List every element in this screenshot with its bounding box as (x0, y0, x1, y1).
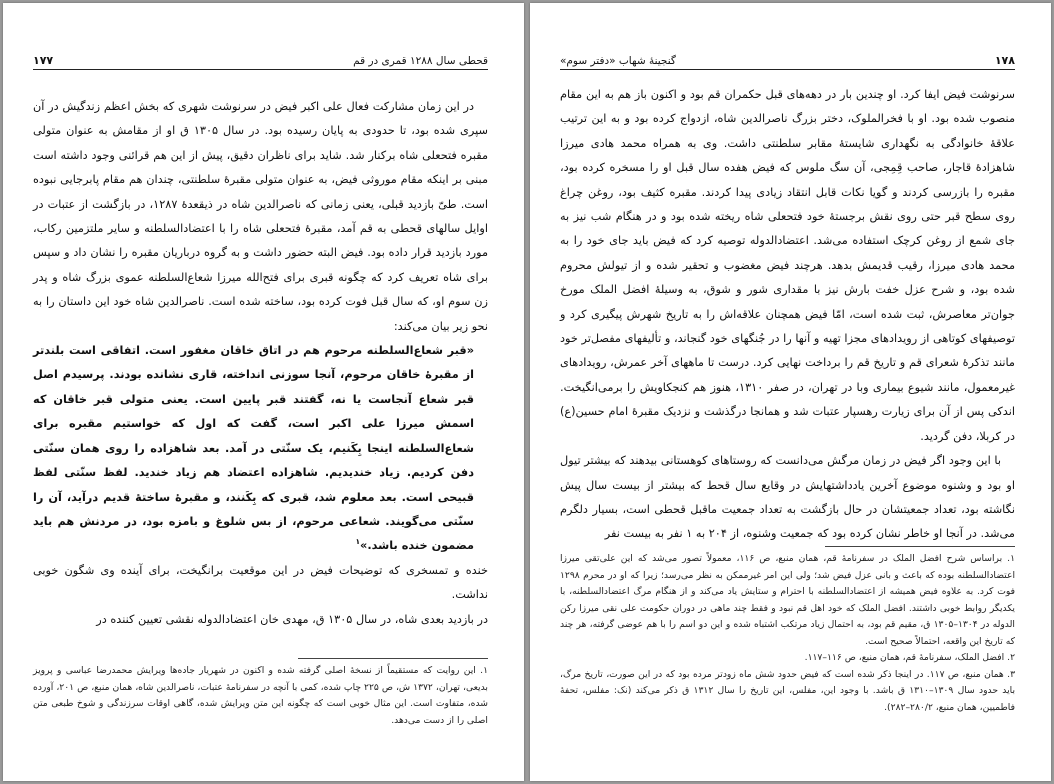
paragraph: در این زمان مشارکت فعال علی اکبر فیض در سرنوشت شهری که بخش اعظم زندگیش در آن سپری شده بود، تا حدودی به پایان رسیده بود. در سال ۱۳۰۵ ق او از مقامش به عنوان متولی مقبره فتحعلی شاه برکنار شد. شاید برای ناظران دقیق، پیش از این هم قرائنی وجود داشته است مبنی بر اینکه مقام موروثی فیض، به عنوان متولی مقبرهٔ سلطنتی، چندان هم مقام پابرجایی نبوده است. طیّ بازدید قبلی، یعنی زمانی که ناصرالدین شاه در ذیقعدهٔ ۱۲۸۷، در بازگشت از عتبات در اوایل سالهای قحطی به قم آمد، مقبرهٔ فتحعلی شاه را با اعتضادالسلطنه و سایر ملتزمین رکاب، مورد بازدید قرار داده بود. فیض البته حضور داشت و به گروه درباریان مقبره را نشان داد و سپس برای شاه تعریف کرد که چگونه قبری برای فتح‌الله میرزا شعاع‌السلطنه عموی بزرگ شاه و پدر زن سوم او، که سال قبل فوت کرده بود، ساخته شده است. ناصرالدین شاه خود این داستان را به نحو زیر بیان می‌کند: (33, 100, 488, 333)
footnote-ref: ۱ (355, 537, 361, 547)
footnote: ۱. براساس شرح افضل الملک در سفرنامهٔ قم، همان منبع، ص ۱۱۶، معمولاً تصور می‌شد که این علی‌تقی میرزا اعتضادالسلطنه بوده که باعث و بانی عزل فیض شد؛ ولی این امر غیرممکن به نظر می‌رسد؛ زیرا که او در محرم ۱۲۹۸ فوت کرد. به علاوه فیض همیشه از اعتضادالسلطنه با احترام و ستایش یاد می‌کند و از هنگام مرگ اعتضادالسلطنه، با یکدیگر روابط خوبی داشتند. افضل الملک که خود اهل قم نبود و فقط چند ماهی در دوران حکومت علی نقی میرزا رکن الدوله در ۱۳۰۴–۱۳۰۵ ق، مقیم قم بود، به احتمال زیاد مرتکب اشتباه شده و این دو اسم را با هم عوضی گرفته، هر چند که تاریخ این واقعه، احتمالاً صحیح است. (560, 553, 1015, 647)
paragraph: در بازدید بعدی شاه، در سال ۱۳۰۵ ق، مهدی خان اعتضادالدوله نقشی تعیین کننده در (96, 612, 488, 626)
running-head-left (33, 49, 488, 67)
footnotes-left (33, 663, 488, 729)
footnote-rule-right (825, 546, 1015, 547)
footnote: ۳. همان منبع، ص ۱۱۷. در اینجا ذکر شده است که فیض حدود شش ماه زودتر مرده بود که در این صورت، تاریخ مرگ، باید حدود سال ۱۳۰۹–۱۳۱۰ ق باشد. با وجود این، مفلس، این تاریخ را سال ۱۳۱۲ ق ذکر می‌کند (نک: مفلس، تحفهٔ فاطمیین، همان منبع، ۲۸۰/۲–۲۸۲). (560, 668, 1016, 713)
footnote-rule-left (298, 658, 488, 659)
quote-text: «قبر شعاع‌السلطنه مرحوم هم در اتاق خاقان مغفور است. اتفاقی است بلندتر از مقبرهٔ خاقان مرحوم، آنجا سوزنی انداخته، قاری نشانده بودند. پرسیدم اصل قبر شعاع آنجاست یا نه، گفتند قبر پایین است. یعنی متولی قبر خاقان که اسمش میرزا علی اکبر است، گفت که اول که خواستیم مقبره برای شعاع‌السلطنه اینجا بِکَنیم، یک سنّتی در آمد. بعد شاهزاده را روی همان سنّتی دفن کردیم. زیاد خندیدیم. شاهزاده اعتضاد هم زیاد خندید. لفظ سنّتی لفظ قبیحی است. بعد معلوم شد، قبری که بِکَنند، و مقبرهٔ ساختهٔ قدیم درآید، آن را سنّتی می‌گویند. شعاعی مرحوم، از بس شلوغ و بامزه بود، در مردنش هم باید مضمون خنده باشد.» (33, 344, 474, 553)
body-text-right (560, 83, 1015, 547)
running-head-right (560, 49, 1015, 67)
left-page (3, 3, 524, 781)
page-number-left: ۱۷۷ (33, 54, 54, 67)
paragraph: سرنوشت فیض ایفا کرد. او چندین بار در دهه‌های قبل حکمران قم بود و اکنون باز هم به این مقام منصوب شده بود. او با فخرالملوک، دختر بزرگ ناصرالدین شاه، ازدواج کرده بود و به این ترتیب علاقهٔ خانوادگی به نگهداری شایستهٔ مقابر سلطنتی داشت. وی به همراه محمد هادی میرزا شاهزادهٔ قاجار، صاحب قِمِجی، آن سگ ملوس که فیض هفده سال قبل او را مسخره کرده بود، مقبره را بازرسی کردند و گویا نکات قابل انتقاد زیادی پیدا کردند. مقبره کثیف بود، روغن چراغ روی سطح قبر حتی روی نقش برجستهٔ خود فتحعلی شاه ریخته شده بود و در هنگام شب نیز به جای شمع از روغن کرچک استفاده می‌شد. اعتضادالدوله توصیه کرد که فیض باید جای خود را به محمد هادی میرزا، رقیب قدیمش بدهد. هرچند فیض مغضوب و تحقیر شده و از تیولش محروم شده بود، و شرح عزل خفت بارش نیز با مقداری شور و شوق، به وسیلهٔ افضل الملک مورخ جوان‌تر معاصرش، ثبت شده است، امّا فیض همچنان علاقه‌اش را به تاریخ شهرش پیگیری کرد و توصیفهای کوتاهی از رویدادهای مجزا تهیه و آنها را در جُنگهای خود گنجاند، و تألیفهای مفصل‌تر خود مانند تذکرهٔ شعرای قم و تاریخ قم را برداخت نهایی کرد. درست تا ماههای آخر عمرش، رویدادهای غیرمعمول، مانند شیوع بیماری وبا در تهران، در صفر ۱۳۱۰، هنوز هم کنجکاویش را برمی‌انگیخت. اندکی پس از آن برای زیارت رهسپار عتبات شد و همانجا درگذشت و نزدیک مقبرهٔ امام حسین(ع) در کربلا، دفن گردید. (560, 88, 1016, 443)
running-title-right: گنجینهٔ شهاب «دفتر سوم» (560, 55, 676, 67)
footnote: ۱. این روایت که مستقیماً از نسخهٔ اصلی گرفته شده و اکنون در شهریار جاده‌ها ویرایش محمدرضا عباسی و پرویز بدیعی، تهران، ۱۳۷۲ ش، ص ۲۲۵ چاپ شده، کمی با آنچه در سفرنامهٔ عتبات، ناصرالدین شاه، همان منبع، ص ۲۰۱، آورده شده، متفاوت است. این مثال خوبی است که چگونه این متن ویرایش شده، گاهی اوقات سرزندگی و شوخ طبعی متن اصلی را از دست می‌دهد. (33, 665, 488, 726)
footnote: ۲. افضل الملک، سفرنامهٔ قم، همان منبع، ص ۱۱۶–۱۱۷. (804, 652, 1015, 663)
block-quote (33, 339, 488, 559)
page-number-right: ۱۷۸ (994, 54, 1015, 67)
header-rule-left (33, 69, 488, 70)
header-rule-right (560, 69, 1015, 70)
running-title-left: قحطی سال ۱۲۸۸ قمری در قم (353, 55, 488, 67)
paragraph: خنده و تمسخری که توضیحات فیض در این موقعیت برانگیخت، برای آینده وی شگون خوبی نداشت. (33, 563, 488, 602)
footnotes-right (560, 551, 1015, 716)
right-page (530, 3, 1051, 781)
paragraph: با این وجود اگر فیض در زمان مرگش می‌دانست که روستاهای کوهستانی بیدهند که بیشتر تیول او بود و وشنوه موضوع آخرین یادداشتهایش در وقایع سال قحط که بیشتر از بیست سال پیش نگاشته بود، تعداد جمعیتشان در حال بازگشت به تعداد جمعیت ماقبل قحطی است، بسیار دلگرم می‌شد. در آنجا او خاطر نشان کرده بود که جمعیت وشنوه، از ۲۰۴ به ۱ نفر به بیست نفر (560, 454, 1015, 541)
body-text-left (33, 95, 488, 632)
